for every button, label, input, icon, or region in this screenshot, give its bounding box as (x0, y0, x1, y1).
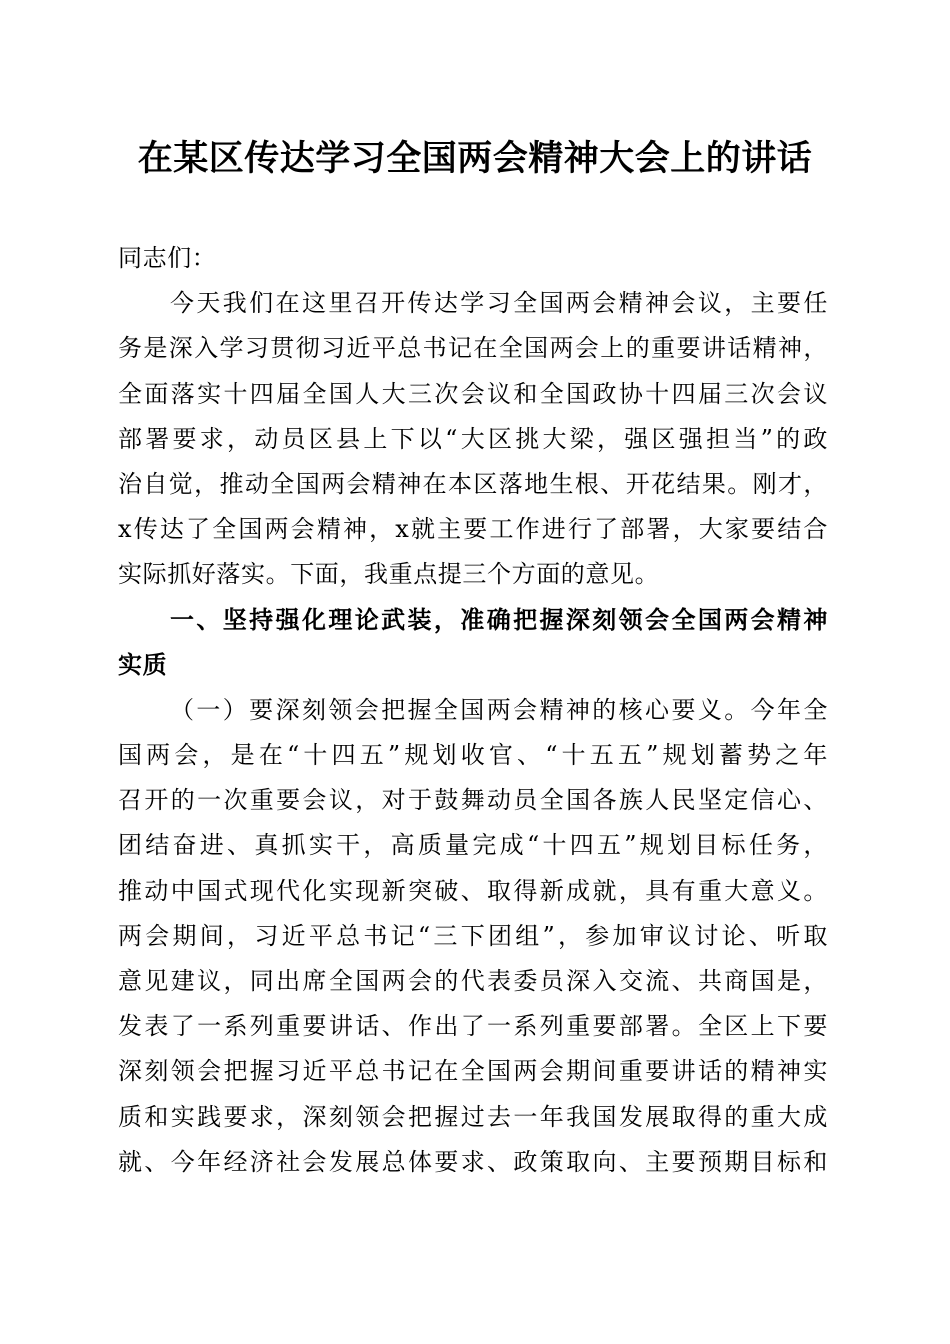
text-line: 治自觉，推动全国两会精神在本区落地生根、开花结果。刚才， (118, 469, 828, 498)
heading-line: 一、坚持强化理论武装，准确把握深刻领会全国两会精神 (170, 605, 828, 634)
text-line: 召开的一次重要会议，对于鼓舞动员全国各族人民坚定信心、 (118, 786, 828, 815)
text-line: 今天我们在这里召开传达学习全国两会精神会议，主要任 (170, 289, 828, 318)
salutation: 同志们： (118, 244, 217, 272)
text-line: x传达了全国两会精神，x就主要工作进行了部署，大家要结合 (118, 515, 828, 544)
text-line: 部署要求，动员区县上下以“大区挑大梁，强区强担当”的政 (118, 424, 828, 453)
document-body (118, 236, 828, 1185)
text-line: （一）要深刻领会把握全国两会精神的核心要义。今年全 (170, 695, 828, 724)
text-line: 实际抓好落实。下面，我重点提三个方面的意见。 (118, 560, 660, 589)
paragraph-opening (118, 281, 828, 597)
paragraph-section-1-1 (118, 688, 828, 1185)
text-line: 务是深入学习贯彻习近平总书记在全国两会上的重要讲话精神， (118, 334, 828, 363)
heading-line: 实质 (118, 650, 168, 679)
text-line: 意见建议，同出席全国两会的代表委员深入交流、共商国是， (118, 967, 828, 995)
document-title: 在某区传达学习全国两会精神大会上的讲话 (137, 138, 813, 179)
text-line: 深刻领会把握习近平总书记在全国两会期间重要讲话的精神实 (118, 1057, 828, 1086)
text-line: 团结奋进、真抓实干，高质量完成“十四五”规划目标任务， (118, 831, 828, 860)
text-line: 就、今年经济社会发展总体要求、政策取向、主要预期目标和 (118, 1147, 828, 1176)
text-line: 发表了一系列重要讲话、作出了一系列重要部署。全区上下要 (118, 1012, 828, 1041)
text-line: 质和实践要求，深刻领会把握过去一年我国发展取得的重大成 (118, 1102, 828, 1131)
text-line: 全面落实十四届全国人大三次会议和全国政协十四届三次会议 (118, 379, 828, 408)
text-line: 推动中国式现代化实现新突破、取得新成就，具有重大意义。 (118, 876, 828, 905)
section-heading-1 (118, 598, 828, 688)
text-line: 两会期间，习近平总书记“三下团组”，参加审议讨论、听取 (118, 921, 828, 950)
text-line: 国两会，是在“十四五”规划收官、“十五五”规划蓄势之年 (118, 741, 828, 770)
